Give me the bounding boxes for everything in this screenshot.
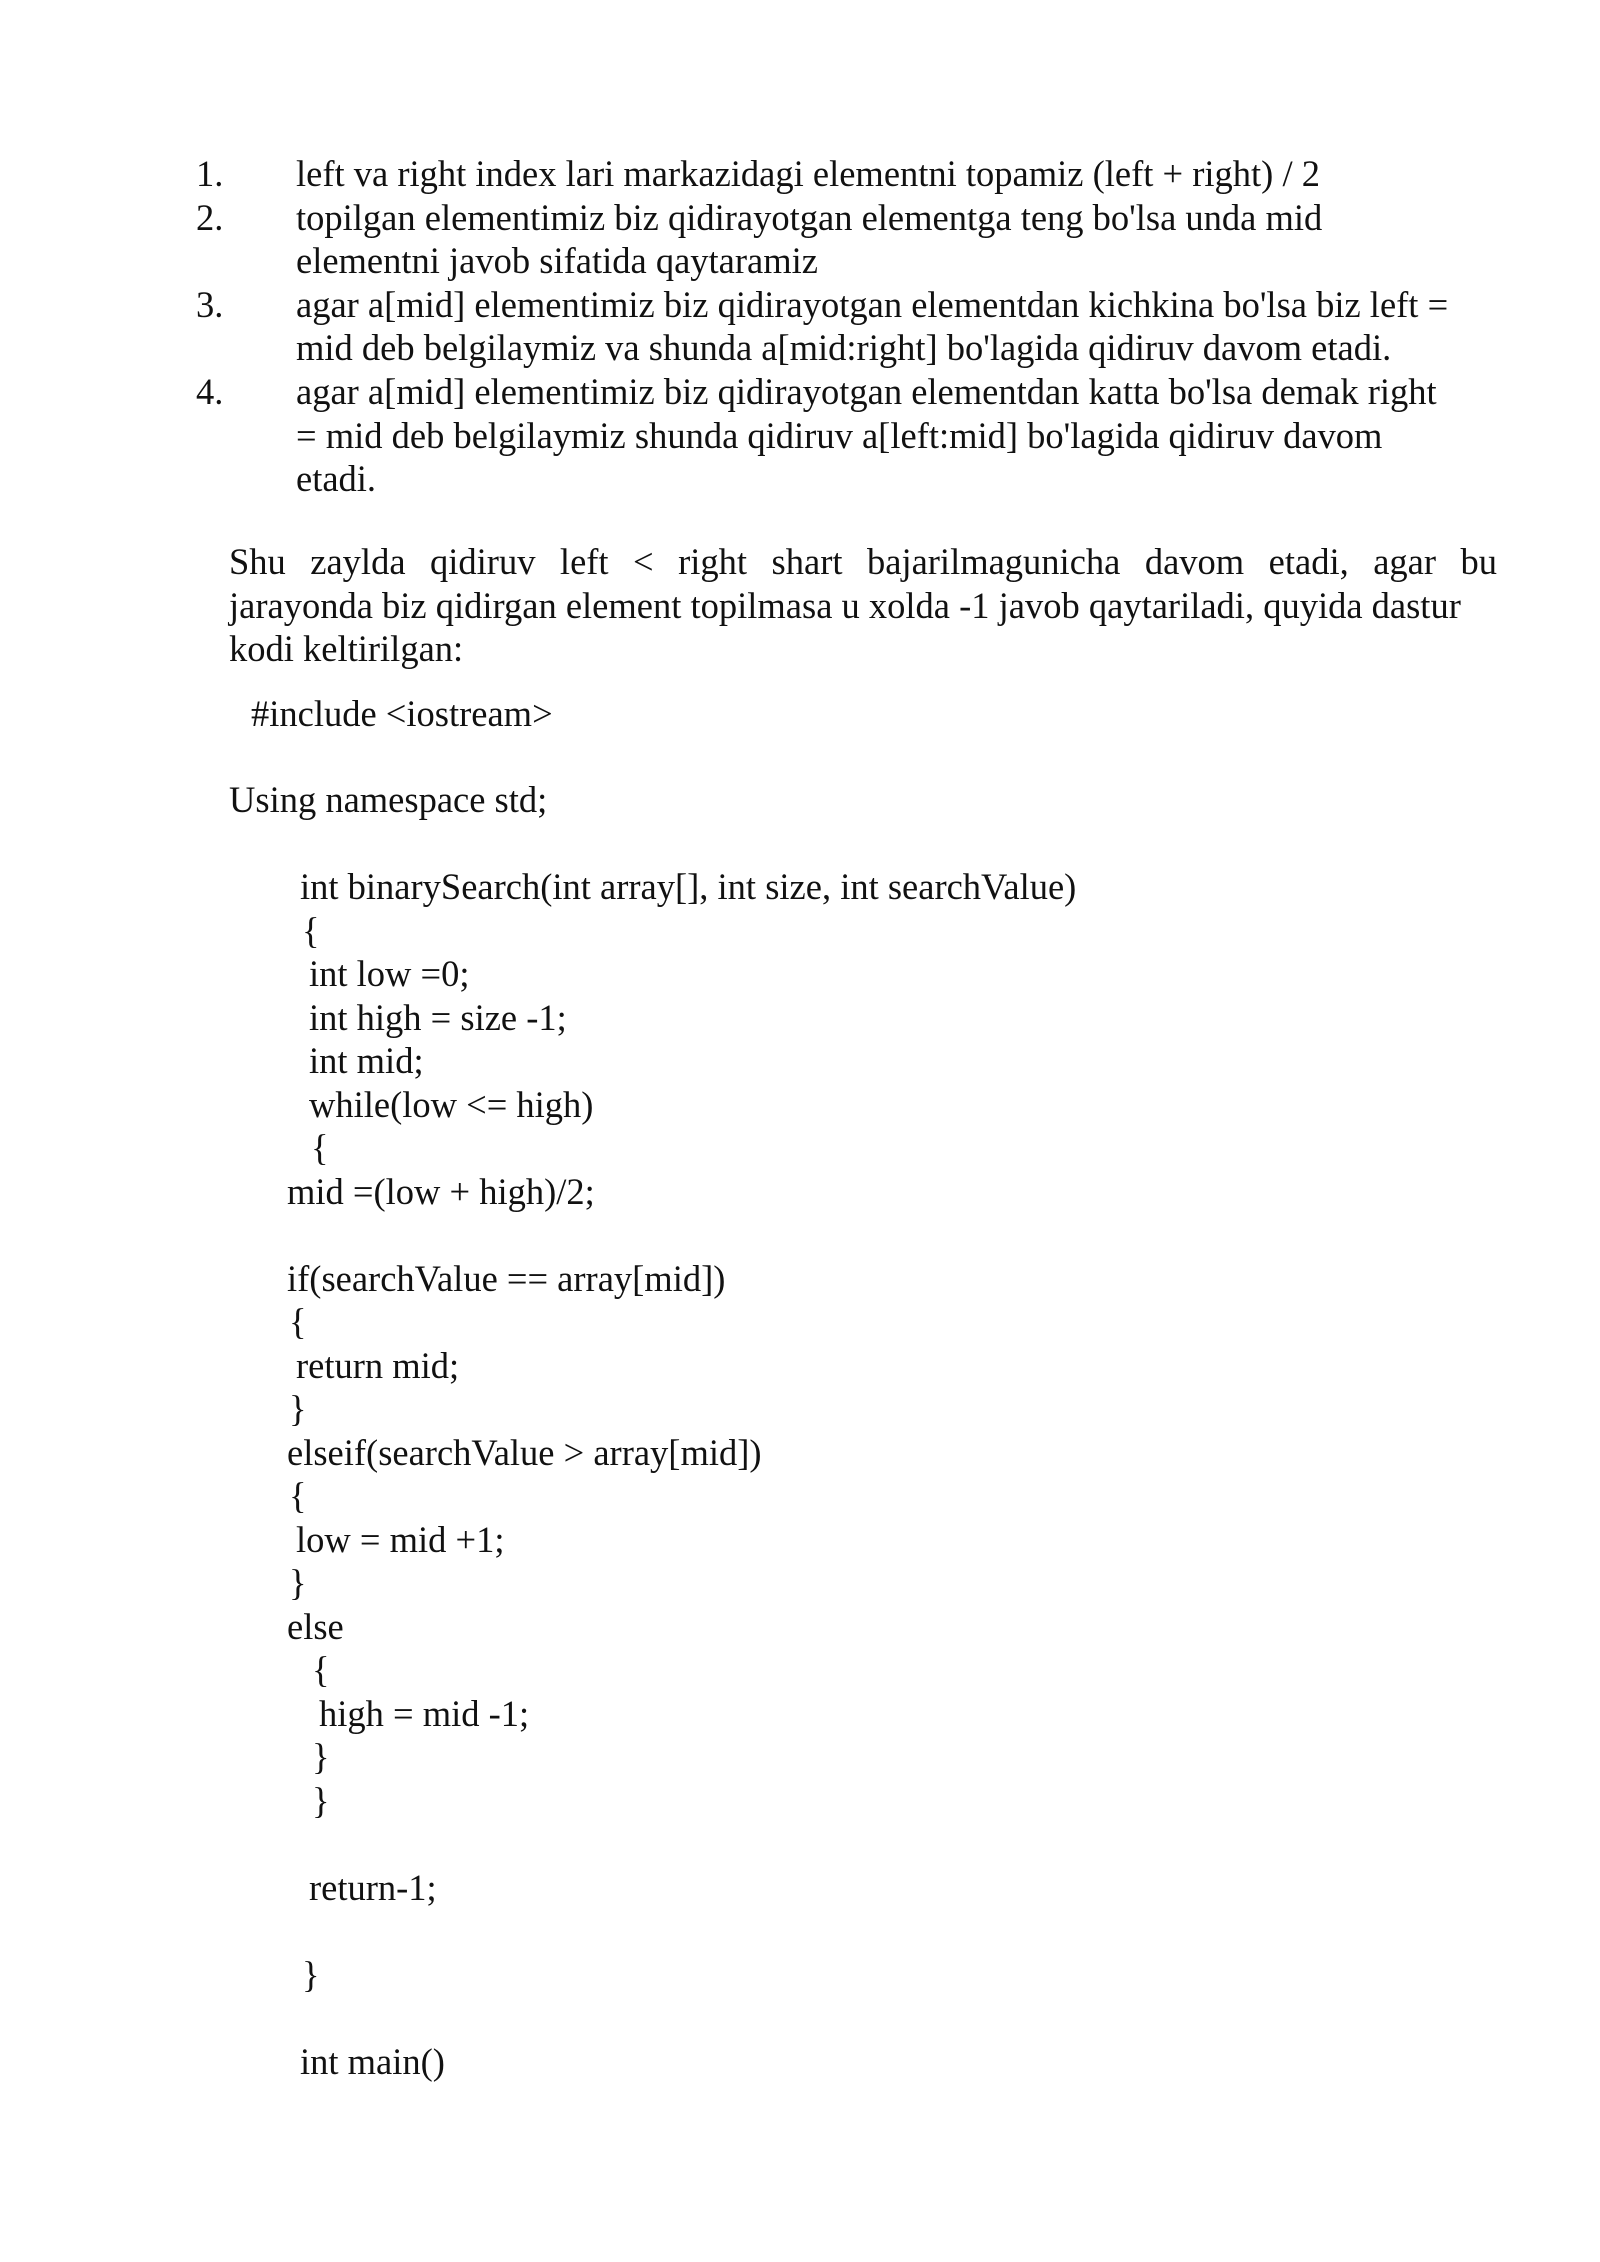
code-line: {: [312, 1649, 330, 1690]
steps-list: [196, 152, 1506, 501]
step-text-line: = mid deb belgilaymiz shunda qidiruv a[left:mid] bo'lagida qidiruv davom: [296, 414, 1383, 456]
code-line: return mid;: [296, 1345, 460, 1386]
step-text-line: agar a[mid] elementimiz biz qidirayotgan elementdan kichkina bo'lsa biz left =: [296, 283, 1449, 325]
code-line: elseif(searchValue > array[mid]): [287, 1432, 762, 1473]
step-number: 1.: [196, 153, 224, 194]
body-paragraph: [229, 540, 1497, 671]
code-line: else: [287, 1606, 344, 1647]
list-item: [196, 283, 1506, 370]
step-text-line: topilgan elementimiz biz qidirayotgan elementga teng bo'lsa unda mid: [296, 196, 1323, 238]
code-line: }: [312, 1780, 330, 1821]
code-line: }: [302, 1954, 320, 1995]
step-text-line: mid deb belgilaymiz va shunda a[mid:right] bo'lagida qidiruv davom etadi.: [296, 327, 1392, 369]
step-number: 4.: [196, 370, 224, 412]
code-line: int main(): [300, 2041, 445, 2082]
code-line: if(searchValue == array[mid]): [287, 1258, 726, 1299]
code-line: int mid;: [309, 1040, 424, 1081]
paragraph-line: Shu zaylda qidiruv left < right shart bajarilmagunicha davom etadi, agar bu: [229, 541, 1497, 582]
step-text-line: left va right index lari markazidagi elementni topamiz (left + right) / 2: [296, 153, 1320, 194]
code-line: return-1;: [309, 1867, 437, 1908]
step-text-line: etadi.: [296, 458, 377, 500]
list-item: [196, 196, 1506, 283]
step-number: 3.: [196, 283, 224, 325]
code-line: low = mid +1;: [296, 1519, 505, 1560]
list-item: [196, 152, 1506, 196]
code-line: {: [311, 1127, 329, 1168]
code-line: int low =0;: [309, 953, 470, 994]
paragraph-line: jarayonda biz qidirgan element topilmasa u xolda -1 javob qaytariladi, quyida dastur: [229, 584, 1461, 626]
code-line: {: [289, 1475, 307, 1516]
code-line: while(low <= high): [309, 1084, 594, 1125]
code-line: }: [312, 1736, 330, 1777]
code-line: #include <iostream>: [251, 693, 553, 734]
code-line: mid =(low + high)/2;: [287, 1171, 595, 1212]
step-text-line: agar a[mid] elementimiz biz qidirayotgan elementdan katta bo'lsa demak right: [296, 370, 1437, 412]
code-line: }: [289, 1388, 307, 1429]
list-item: [196, 370, 1506, 501]
paragraph-line: kodi keltirilgan:: [229, 628, 464, 670]
code-line: Using namespace std;: [229, 779, 548, 820]
step-text-line: elementni javob sifatida qaytaramiz: [296, 240, 818, 282]
code-line: high = mid -1;: [319, 1693, 530, 1734]
code-line: {: [302, 910, 320, 951]
step-number: 2.: [196, 196, 224, 238]
code-line: {: [289, 1301, 307, 1342]
code-line: int binarySearch(int array[], int size, int searchValue): [300, 866, 1077, 907]
code-line: }: [289, 1562, 307, 1603]
code-line: int high = size -1;: [309, 997, 567, 1038]
